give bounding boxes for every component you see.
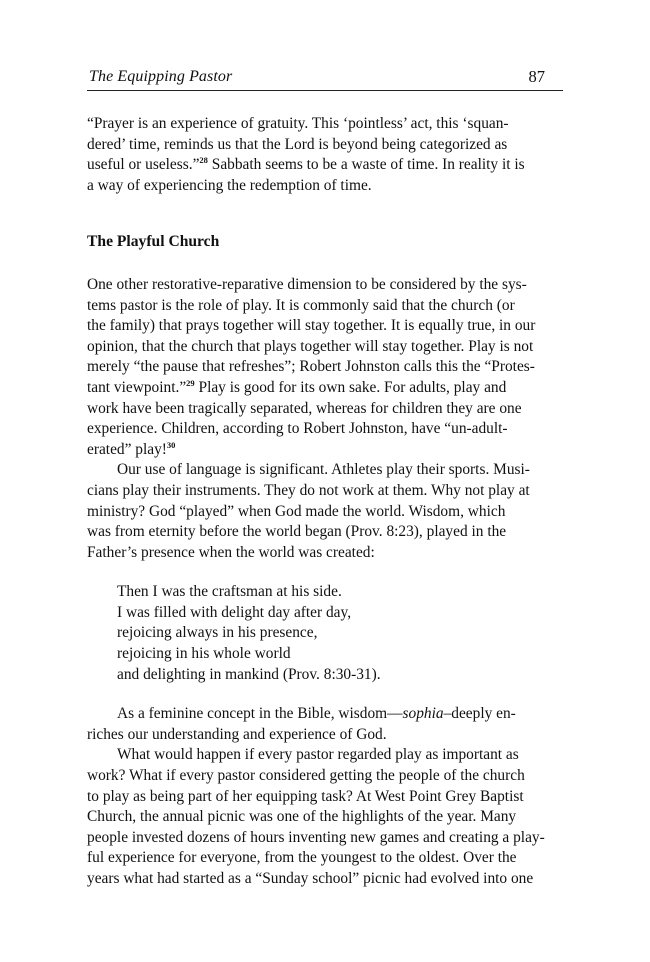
text-line bbox=[87, 704, 563, 725]
text-line: was from eternity before the world began (Prov. 8:23), played in the bbox=[87, 523, 507, 541]
text-span: –deeply en- bbox=[443, 705, 516, 723]
text-line bbox=[87, 378, 563, 399]
running-title: The Equipping Pastor bbox=[89, 68, 233, 85]
text-line: Father’s presence when the world was created: bbox=[87, 543, 375, 561]
verse-quote bbox=[87, 582, 563, 685]
body-text bbox=[87, 114, 563, 890]
text-line bbox=[87, 440, 563, 461]
text-line: cians play their instruments. They do not work at them. Why not play at bbox=[87, 481, 530, 499]
text-span: As a feminine concept in the Bible, wisdom— bbox=[117, 705, 403, 723]
paragraph-wisdom bbox=[87, 704, 563, 745]
text-line: opinion, that the church that plays together will stay together. Play is not bbox=[87, 337, 534, 355]
paragraph-play bbox=[87, 275, 563, 460]
text-line bbox=[87, 155, 563, 176]
text-line: people invested dozens of hours inventing new games and creating a play- bbox=[87, 828, 545, 846]
text-line: work? What if every pastor considered getting the people of the church bbox=[87, 767, 525, 785]
page-number: 87 bbox=[528, 67, 545, 86]
text-line: the family) that prays together will stay together. It is equally true, in our bbox=[87, 317, 536, 335]
verse-line: and delighting in mankind (Prov. 8:30-31). bbox=[117, 665, 381, 683]
text-line: to play as being part of her equipping task? At West Point Grey Baptist bbox=[87, 787, 524, 805]
text-line: dered’ time, reminds us that the Lord is beyond being categorized as bbox=[87, 135, 508, 153]
text-line: experience. Children, according to Robert Johnston, have “un-adult- bbox=[87, 420, 508, 438]
text-line: tems pastor is the role of play. It is commonly said that the church (or bbox=[87, 296, 515, 314]
text-line: What would happen if every pastor regarded play as important as bbox=[117, 746, 519, 764]
text-line: riches our understanding and experience of God. bbox=[87, 725, 387, 743]
text-line: a way of experiencing the redemption of time. bbox=[87, 176, 372, 194]
verse-line: rejoicing always in his presence, bbox=[117, 624, 318, 642]
footnote-ref-28: 28 bbox=[199, 155, 208, 166]
text-line: “Prayer is an experience of gratuity. This ‘pointless’ act, this ‘squan- bbox=[87, 115, 509, 132]
text-span: useful or useless.” bbox=[87, 156, 200, 174]
text-line: work have been tragically separated, whereas for children they are one bbox=[87, 399, 522, 417]
text-line: Our use of language is significant. Athletes play their sports. Musi- bbox=[117, 461, 530, 479]
text-span: erated” play! bbox=[87, 440, 167, 458]
text-line: years what had started as a “Sunday school” picnic had evolved into one bbox=[87, 870, 534, 887]
text-line: ministry? God “played” when God made the world. Wisdom, which bbox=[87, 502, 506, 520]
italic-term: sophia bbox=[402, 705, 444, 723]
text-line: ful experience for everyone, from the youngest to the oldest. Over the bbox=[87, 849, 517, 867]
text-span: tant viewpoint.” bbox=[87, 378, 187, 396]
text-span: Sabbath seems to be a waste of time. In reality it is bbox=[207, 156, 525, 174]
text-line: Church, the annual picnic was one of the highlights of the year. Many bbox=[87, 808, 517, 826]
paragraph-language bbox=[87, 460, 563, 563]
running-header bbox=[87, 66, 563, 91]
paragraph-picnic bbox=[87, 745, 563, 889]
text-line: One other restorative-reparative dimension to be considered by the sys- bbox=[87, 275, 527, 293]
verse-line: rejoicing in his whole world bbox=[117, 645, 291, 663]
section-heading: The Playful Church bbox=[87, 233, 220, 251]
paragraph-prayer bbox=[87, 114, 563, 196]
footnote-ref-30: 30 bbox=[166, 439, 176, 450]
verse-line: I was filled with delight day after day, bbox=[117, 603, 352, 621]
footnote-ref-29: 29 bbox=[186, 377, 195, 388]
text-line: merely “the pause that refreshes”; Robert Johnston calls this the “Protes- bbox=[87, 358, 535, 376]
text-span: Play is good for its own sake. For adults, play and bbox=[194, 378, 507, 396]
verse-line: Then I was the craftsman at his side. bbox=[117, 583, 342, 601]
